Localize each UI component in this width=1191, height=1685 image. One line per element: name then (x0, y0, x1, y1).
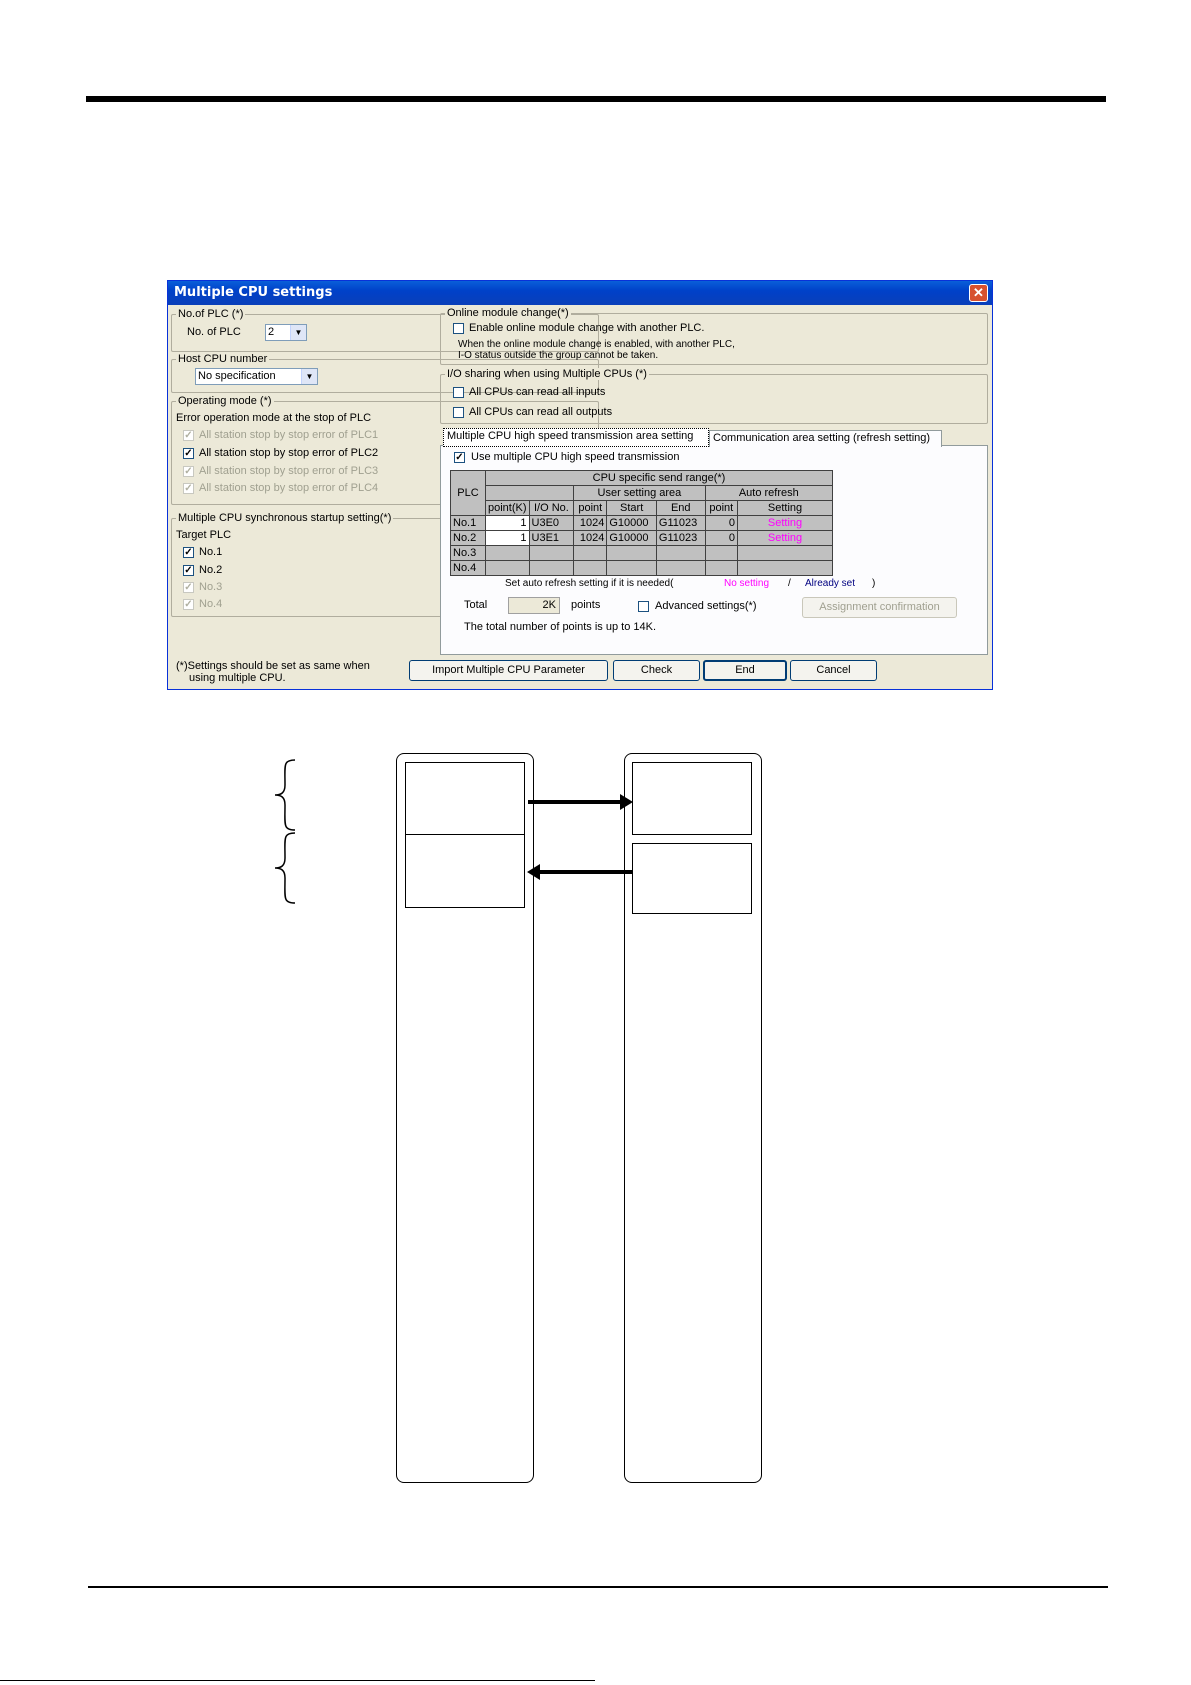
page-edge-rule (0, 1680, 595, 1681)
assignment-confirmation-button[interactable]: Assignment confirmation (802, 597, 957, 618)
col-setting: Setting (738, 501, 833, 516)
read-inputs-label: All CPUs can read all inputs (469, 386, 606, 398)
col-end: End (656, 501, 705, 516)
import-parameter-button[interactable]: Import Multiple CPU Parameter (409, 660, 608, 681)
row-plc: No.1 (451, 516, 486, 531)
point-cell: 1024 (574, 531, 607, 546)
pointk-cell (486, 546, 530, 561)
start-cell (607, 561, 657, 576)
end-button[interactable]: End (703, 660, 787, 681)
online-change-label: Enable online module change with another PLC. (469, 322, 705, 334)
total-label: Total (464, 599, 488, 611)
plc3-stop-label: All station stop by stop error of PLC3 (199, 465, 379, 477)
row-plc: No.2 (451, 531, 486, 546)
setting-button[interactable]: Setting (738, 531, 833, 546)
cpu-send-range-header: CPU specific send range(*) (486, 471, 833, 486)
sync-startup-legend: Multiple CPU synchronous startup setting(*) (178, 512, 392, 524)
sync-no4-checkbox[interactable]: ✓ (184, 599, 193, 610)
footer-rule (88, 1586, 1108, 1588)
arrow-left-icon (527, 864, 540, 880)
col-io-no: I/O No. (529, 501, 574, 516)
right-receive-area (632, 762, 752, 835)
start-cell (607, 546, 657, 561)
col-point: point (574, 501, 607, 516)
total-note: The total number of points is up to 14K. (464, 621, 657, 633)
ar-point-cell: 0 (705, 531, 737, 546)
auto-refresh-note: Set auto refresh setting if it is needed( (505, 578, 674, 589)
footnote-1: (*)Settings should be set as same when (176, 660, 370, 672)
start-cell: G10000 (607, 516, 657, 531)
plc4-stop-checkbox[interactable]: ✓ (184, 483, 193, 494)
point-cell (574, 546, 607, 561)
pointk-input[interactable]: 1 (486, 516, 530, 531)
row-plc: No.3 (451, 546, 486, 561)
total-unit: points (571, 599, 601, 611)
chevron-down-icon[interactable]: ▼ (301, 369, 317, 384)
io-sharing-legend: I/O sharing when using Multiple CPUs (*) (447, 368, 647, 380)
no-of-plc-value: 2 (268, 326, 275, 338)
point-cell (574, 561, 607, 576)
no-of-plc-legend: No.of PLC (*) (178, 308, 244, 320)
point-cell: 1024 (574, 516, 607, 531)
operating-mode-subtitle: Error operation mode at the stop of PLC (176, 412, 372, 424)
check-button[interactable]: Check (613, 660, 700, 681)
sync-no3-checkbox[interactable]: ✓ (184, 582, 193, 593)
io-no-cell: U3E1 (529, 531, 574, 546)
plc2-stop-label: All station stop by stop error of PLC2 (199, 447, 379, 459)
close-button[interactable] (969, 284, 988, 302)
footnote-2: using multiple CPU. (189, 672, 286, 684)
transfer-arrows (525, 790, 635, 880)
sync-no1-checkbox[interactable]: ✓ (184, 547, 193, 558)
plc4-stop-label: All station stop by stop error of PLC4 (199, 482, 379, 494)
plc2-stop-checkbox[interactable]: ✓ (184, 448, 193, 459)
advanced-settings-checkbox[interactable] (638, 601, 649, 612)
plc3-stop-checkbox[interactable]: ✓ (184, 466, 193, 477)
plc1-stop-label: All station stop by stop error of PLC1 (199, 429, 379, 441)
col-start: Start (607, 501, 657, 516)
dialog-title: Multiple CPU settings (174, 285, 333, 300)
lower-brace (275, 833, 295, 903)
col-pointk: point(K) (486, 501, 530, 516)
user-setting-area-header: User setting area (574, 486, 705, 501)
read-outputs-checkbox[interactable] (453, 407, 464, 418)
online-change-checkbox[interactable] (453, 323, 464, 334)
already-set-legend: Already set (805, 578, 856, 589)
end-cell: G11023 (656, 531, 705, 546)
sync-no1-label: No.1 (199, 546, 223, 558)
pointk-input[interactable]: 1 (486, 531, 530, 546)
right-send-area (632, 843, 752, 914)
no-of-plc-label: No. of PLC (187, 326, 241, 338)
io-no-cell: U3E0 (529, 516, 574, 531)
use-high-speed-label: Use multiple CPU high speed transmission (471, 451, 680, 463)
sync-no3-label: No.3 (199, 581, 223, 593)
sync-no2-checkbox[interactable]: ✓ (184, 565, 193, 576)
upper-brace (275, 760, 295, 830)
use-high-speed-checkbox[interactable]: ✓ (455, 452, 464, 463)
no-setting-legend: No setting (724, 578, 770, 589)
ar-point-cell (705, 561, 737, 576)
setting-button[interactable]: Setting (738, 516, 833, 531)
end-cell (656, 546, 705, 561)
online-change-note-2: I-O status outside the group cannot be taken. (458, 350, 659, 361)
arrow-right-icon (620, 794, 633, 810)
end-cell (656, 561, 705, 576)
plc1-stop-checkbox[interactable]: ✓ (184, 430, 193, 441)
read-outputs-label: All CPUs can read all outputs (469, 406, 613, 418)
multiple-cpu-settings-dialog (167, 280, 993, 690)
close-icon: ✕ (973, 285, 984, 300)
online-change-legend: Online module change(*) (447, 307, 569, 319)
tab-high-speed-transmission[interactable]: Multiple CPU high speed transmission area setting (443, 428, 709, 447)
host-cpu-legend: Host CPU number (178, 353, 268, 365)
advanced-settings-label: Advanced settings(*) (655, 600, 757, 612)
host-cpu-select[interactable] (195, 368, 318, 385)
send-range-table (450, 470, 833, 576)
io-no-cell (529, 561, 574, 576)
sync-no2-label: No.2 (199, 564, 223, 576)
table-row (451, 531, 833, 546)
table-row (451, 561, 833, 576)
setting-cell (738, 546, 833, 561)
host-cpu-value: No specification (198, 370, 276, 382)
read-inputs-checkbox[interactable] (453, 387, 464, 398)
left-send-area (405, 762, 525, 835)
legend-slash: / (788, 578, 791, 589)
end-cell: G11023 (656, 516, 705, 531)
row-plc: No.4 (451, 561, 486, 576)
tab-communication-area[interactable]: Communication area setting (refresh setting) (709, 430, 942, 447)
brace-diagram (265, 755, 305, 905)
blank-header (486, 486, 574, 501)
table-row (451, 546, 833, 561)
operating-mode-legend: Operating mode (*) (178, 395, 272, 407)
setting-cell (738, 561, 833, 576)
pointk-cell (486, 561, 530, 576)
start-cell: G10000 (607, 531, 657, 546)
cancel-button[interactable]: Cancel (790, 660, 877, 681)
chevron-down-icon[interactable]: ▼ (290, 325, 306, 340)
auto-refresh-header: Auto refresh (705, 486, 832, 501)
sync-no4-label: No.4 (199, 598, 223, 610)
col-plc-header: PLC (451, 471, 486, 516)
col-ar-point: point (705, 501, 737, 516)
ar-point-cell (705, 546, 737, 561)
table-row (451, 516, 833, 531)
left-receive-area (405, 834, 525, 908)
total-value: 2K (508, 597, 560, 614)
legend-close: ) (872, 578, 876, 589)
no-of-plc-select[interactable] (265, 324, 307, 341)
online-change-note-1: When the online module change is enabled, with another PLC, (458, 339, 735, 350)
header-rule (86, 96, 1106, 102)
io-no-cell (529, 546, 574, 561)
target-plc-label: Target PLC (176, 529, 232, 541)
ar-point-cell: 0 (705, 516, 737, 531)
